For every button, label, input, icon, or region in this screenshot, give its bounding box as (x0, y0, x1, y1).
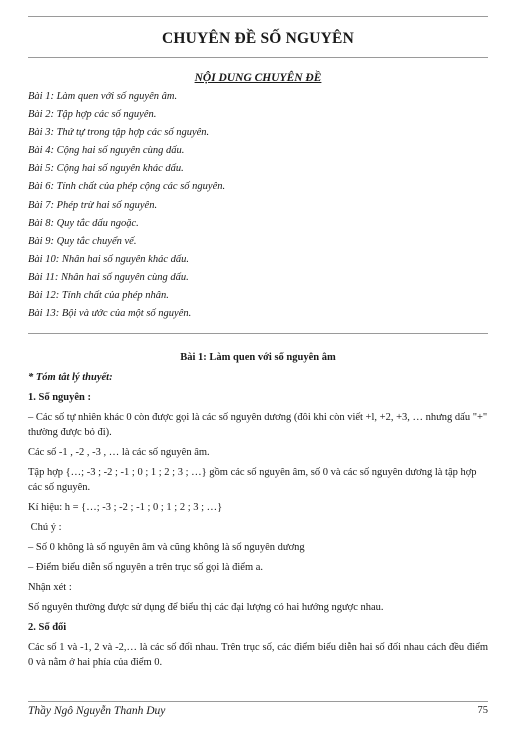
toc-rule (28, 333, 488, 334)
toc-item: Bài 9: Quy tắc chuyển vế. (28, 235, 137, 247)
page-number: 75 (477, 705, 488, 716)
paragraph: – Các số tự nhiên khác 0 còn được gọi là các số nguyên dương (đôi khi còn viết +l, +2, +3, … nhưng dấu "+" thường được bỏ đi). (28, 412, 488, 438)
summary-label: * Tóm tắt lý thuyết: (28, 372, 113, 383)
toc-item: Bài 7: Phép trừ hai số nguyên. (28, 199, 158, 211)
toc-item: Bài 6: Tính chất của phép cộng các số nguyên. (28, 181, 226, 193)
note-label: Chú ý : (28, 522, 62, 533)
note-item: – Số 0 không là số nguyên âm và cũng không là số nguyên dương (28, 542, 305, 553)
toc-item: Bài 1: Làm quen với số nguyên âm. (28, 91, 178, 102)
toc-item: Bài 11: Nhân hai số nguyên cùng dấu. (28, 271, 189, 283)
top-rule (28, 16, 488, 17)
paragraph: Tập hợp {…; -3 ; -2 ; -1 ; 0 ; 1 ; 2 ; 3 ; …} gồm các số nguyên âm, số 0 và các số nguyên dương là tập hợp các số nguyên. (28, 467, 477, 493)
paragraph: Kí hiệu: h = {…; -3 ; -2 ; -1 ; 0 ; 1 ; 2 ; 3 ; …} (28, 502, 223, 513)
toc-list (28, 88, 488, 323)
toc-item: Bài 13: Bội và ước của một số nguyên. (28, 308, 192, 320)
toc-item: Bài 10: Nhân hai số nguyên khác dấu. (28, 253, 189, 265)
document-page (28, 0, 488, 733)
toc-item: Bài 12: Tính chất của phép nhân. (28, 290, 169, 302)
title-rule (28, 57, 488, 58)
section-body (28, 370, 488, 670)
toc-heading: NỘI DUNG CHUYÊN ĐỀ (194, 72, 322, 84)
footer-author: Thầy Ngô Nguyễn Thanh Duy (28, 705, 166, 717)
remark-text: Số nguyên thường được sử dụng để biểu thị các đại lượng có hai hướng ngược nhau. (28, 602, 384, 613)
note-item: – Điểm biểu diễn số nguyên a trên trục số gọi là điểm a. (28, 562, 264, 573)
toc-item: Bài 3: Thứ tự trong tập hợp các số nguyên. (28, 127, 210, 139)
toc-item: Bài 4: Cộng hai số nguyên cùng dấu. (28, 145, 185, 157)
paragraph: Các số 1 và -1, 2 và -2,… là các số đối nhau. Trên trục số, các điểm biểu diễn hai số đối nhau cách đều điểm 0 và nằm ở hai phía của điểm 0. (28, 642, 488, 668)
paragraph: Các số -1 , -2 , -3 , … là các số nguyên âm. (28, 447, 210, 458)
toc-item: Bài 8: Quy tắc dấu ngoặc. (28, 217, 139, 229)
section-title: Bài 1: Làm quen với số nguyên âm (180, 352, 336, 363)
footer-rule (28, 701, 488, 702)
toc-item: Bài 5: Cộng hai số nguyên khác dấu. (28, 163, 184, 175)
remark-label: Nhận xét : (28, 582, 72, 593)
document-title: CHUYÊN ĐỀ SỐ NGUYÊN (162, 30, 354, 47)
subheading-integers: 1. Số nguyên : (28, 392, 92, 403)
toc-item: Bài 2: Tập hợp các số nguyên. (28, 109, 157, 121)
subheading-opposite: 2. Số đối (28, 622, 67, 633)
